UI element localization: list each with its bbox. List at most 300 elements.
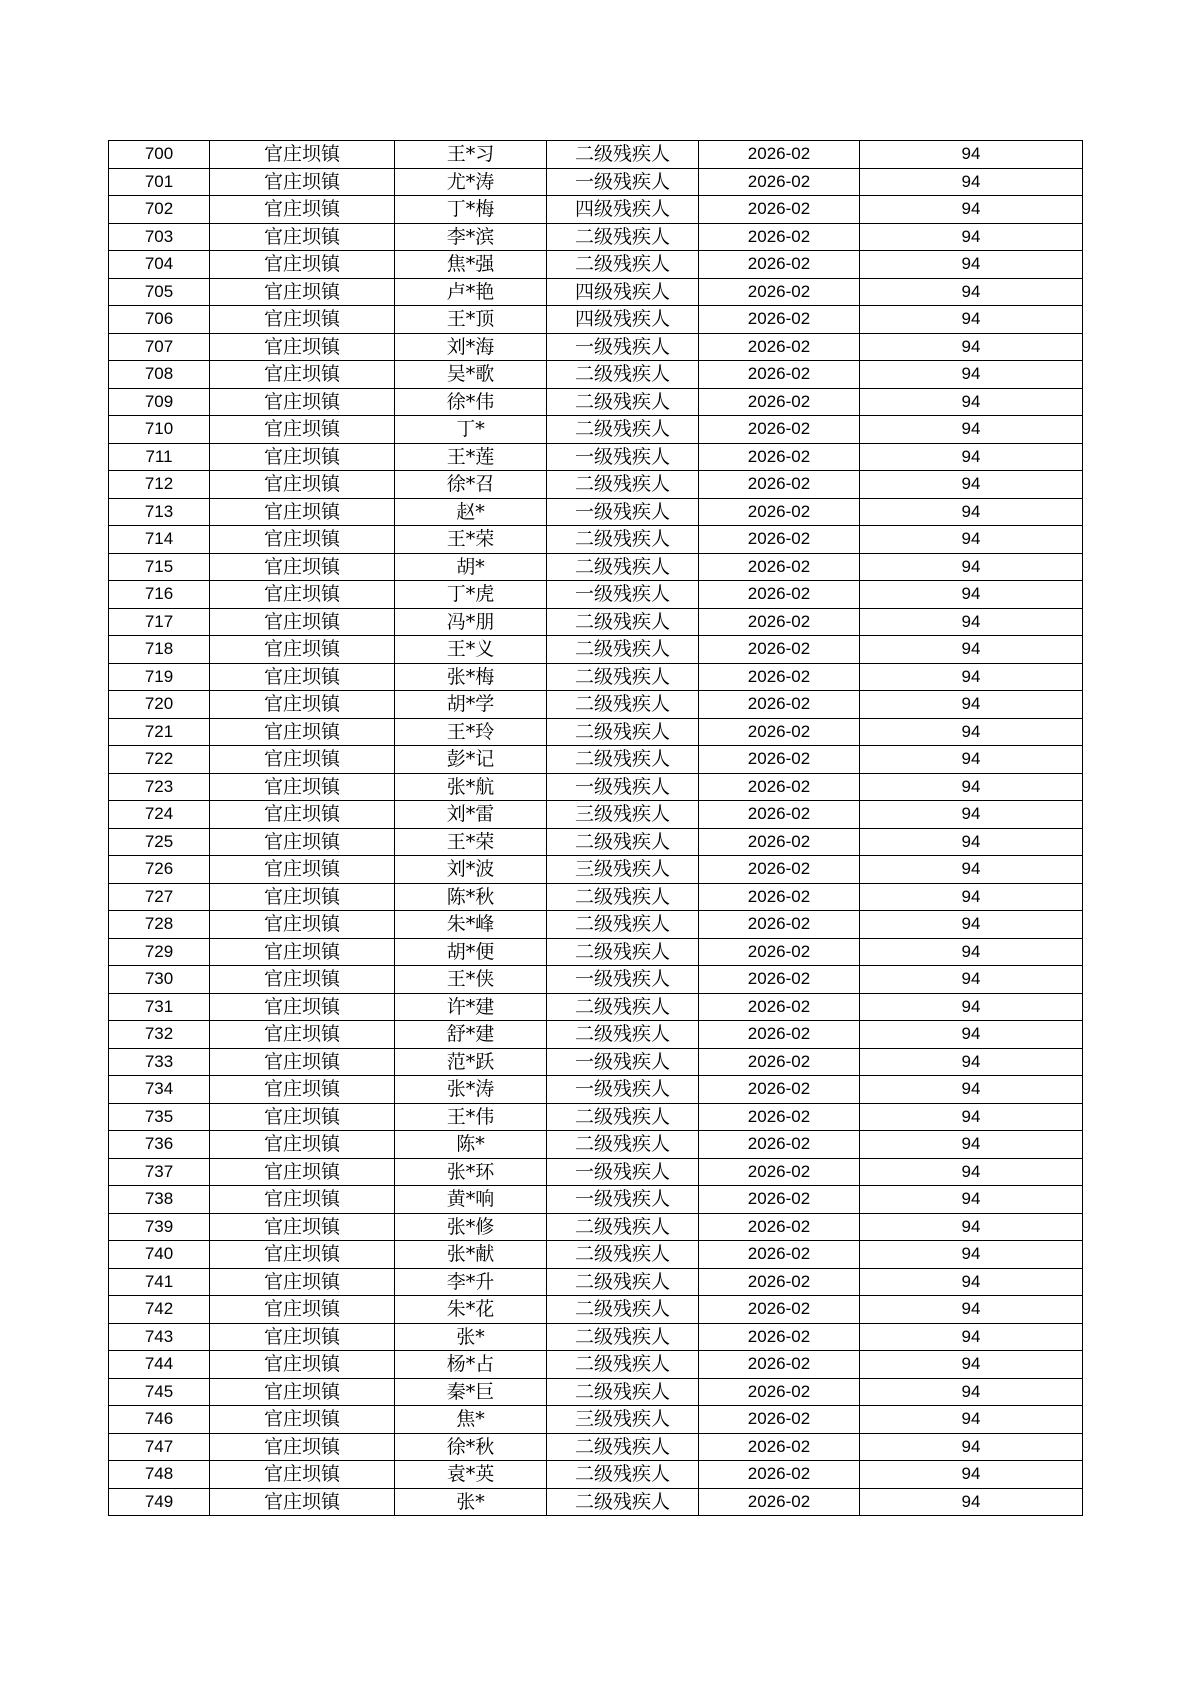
name-cell: 吴*歌: [395, 361, 547, 389]
row-number-cell: 747: [109, 1433, 210, 1461]
disability-level-cell: 一级残疾人: [547, 333, 699, 361]
town-cell: 官庄坝镇: [210, 1433, 395, 1461]
row-number-cell: 725: [109, 828, 210, 856]
name-cell: 王*伟: [395, 1103, 547, 1131]
row-number-cell: 702: [109, 196, 210, 224]
name-cell: 胡*便: [395, 938, 547, 966]
disability-level-cell: 二级残疾人: [547, 471, 699, 499]
town-cell: 官庄坝镇: [210, 828, 395, 856]
month-cell: 2026-02: [699, 498, 860, 526]
month-cell: 2026-02: [699, 416, 860, 444]
name-cell: 李*升: [395, 1268, 547, 1296]
row-number-cell: 737: [109, 1158, 210, 1186]
town-cell: 官庄坝镇: [210, 306, 395, 334]
name-cell: 焦*强: [395, 251, 547, 279]
row-number-cell: 710: [109, 416, 210, 444]
table-row: [109, 443, 1083, 471]
month-cell: 2026-02: [699, 773, 860, 801]
town-cell: 官庄坝镇: [210, 746, 395, 774]
disability-level-cell: 一级残疾人: [547, 1076, 699, 1104]
row-number-cell: 713: [109, 498, 210, 526]
disability-level-cell: 二级残疾人: [547, 1213, 699, 1241]
amount-cell: 94: [860, 471, 1083, 499]
row-number-cell: 705: [109, 278, 210, 306]
row-number-cell: 714: [109, 526, 210, 554]
name-cell: 冯*朋: [395, 608, 547, 636]
table-row: [109, 251, 1083, 279]
row-number-cell: 720: [109, 691, 210, 719]
name-cell: 胡*: [395, 553, 547, 581]
amount-cell: 94: [860, 938, 1083, 966]
table-row: [109, 746, 1083, 774]
amount-cell: 94: [860, 1433, 1083, 1461]
disability-level-cell: 二级残疾人: [547, 1131, 699, 1159]
month-cell: 2026-02: [699, 1131, 860, 1159]
name-cell: 秦*巨: [395, 1378, 547, 1406]
month-cell: 2026-02: [699, 361, 860, 389]
disability-level-cell: 三级残疾人: [547, 801, 699, 829]
amount-cell: 94: [860, 663, 1083, 691]
month-cell: 2026-02: [699, 1048, 860, 1076]
disability-level-cell: 二级残疾人: [547, 1268, 699, 1296]
table-row: [109, 718, 1083, 746]
amount-cell: 94: [860, 1103, 1083, 1131]
month-cell: 2026-02: [699, 251, 860, 279]
town-cell: 官庄坝镇: [210, 1103, 395, 1131]
month-cell: 2026-02: [699, 526, 860, 554]
town-cell: 官庄坝镇: [210, 856, 395, 884]
table-row: [109, 1433, 1083, 1461]
month-cell: 2026-02: [699, 1488, 860, 1516]
disability-level-cell: 二级残疾人: [547, 993, 699, 1021]
town-cell: 官庄坝镇: [210, 1488, 395, 1516]
town-cell: 官庄坝镇: [210, 1021, 395, 1049]
month-cell: 2026-02: [699, 196, 860, 224]
disability-level-cell: 二级残疾人: [547, 388, 699, 416]
table-row: [109, 306, 1083, 334]
name-cell: 许*建: [395, 993, 547, 1021]
month-cell: 2026-02: [699, 938, 860, 966]
table-row: [109, 168, 1083, 196]
row-number-cell: 730: [109, 966, 210, 994]
amount-cell: 94: [860, 966, 1083, 994]
month-cell: 2026-02: [699, 1158, 860, 1186]
table-row: [109, 1213, 1083, 1241]
row-number-cell: 729: [109, 938, 210, 966]
town-cell: 官庄坝镇: [210, 801, 395, 829]
amount-cell: 94: [860, 856, 1083, 884]
amount-cell: 94: [860, 223, 1083, 251]
row-number-cell: 717: [109, 608, 210, 636]
name-cell: 赵*: [395, 498, 547, 526]
row-number-cell: 728: [109, 911, 210, 939]
month-cell: 2026-02: [699, 1433, 860, 1461]
disability-level-cell: 一级残疾人: [547, 1186, 699, 1214]
month-cell: 2026-02: [699, 306, 860, 334]
table-row: [109, 1488, 1083, 1516]
month-cell: 2026-02: [699, 1296, 860, 1324]
disability-level-cell: 二级残疾人: [547, 526, 699, 554]
row-number-cell: 718: [109, 636, 210, 664]
table-row: [109, 526, 1083, 554]
row-number-cell: 701: [109, 168, 210, 196]
row-number-cell: 743: [109, 1323, 210, 1351]
amount-cell: 94: [860, 553, 1083, 581]
disability-level-cell: 二级残疾人: [547, 223, 699, 251]
name-cell: 丁*: [395, 416, 547, 444]
name-cell: 王*莲: [395, 443, 547, 471]
table-row: [109, 1131, 1083, 1159]
table-row: [109, 471, 1083, 499]
month-cell: 2026-02: [699, 608, 860, 636]
name-cell: 徐*伟: [395, 388, 547, 416]
amount-cell: 94: [860, 1378, 1083, 1406]
town-cell: 官庄坝镇: [210, 883, 395, 911]
month-cell: 2026-02: [699, 993, 860, 1021]
month-cell: 2026-02: [699, 718, 860, 746]
name-cell: 王*习: [395, 141, 547, 169]
row-number-cell: 703: [109, 223, 210, 251]
amount-cell: 94: [860, 278, 1083, 306]
name-cell: 王*顶: [395, 306, 547, 334]
month-cell: 2026-02: [699, 1241, 860, 1269]
disability-level-cell: 二级残疾人: [547, 911, 699, 939]
name-cell: 张*修: [395, 1213, 547, 1241]
town-cell: 官庄坝镇: [210, 223, 395, 251]
name-cell: 王*荣: [395, 828, 547, 856]
town-cell: 官庄坝镇: [210, 966, 395, 994]
table-row: [109, 1103, 1083, 1131]
amount-cell: 94: [860, 1048, 1083, 1076]
disability-level-cell: 二级残疾人: [547, 938, 699, 966]
table-row: [109, 801, 1083, 829]
town-cell: 官庄坝镇: [210, 1268, 395, 1296]
town-cell: 官庄坝镇: [210, 1351, 395, 1379]
row-number-cell: 734: [109, 1076, 210, 1104]
town-cell: 官庄坝镇: [210, 911, 395, 939]
table-row: [109, 223, 1083, 251]
row-number-cell: 721: [109, 718, 210, 746]
row-number-cell: 719: [109, 663, 210, 691]
table-row: [109, 966, 1083, 994]
table-row: [109, 1076, 1083, 1104]
amount-cell: 94: [860, 1241, 1083, 1269]
name-cell: 徐*秋: [395, 1433, 547, 1461]
disability-level-cell: 一级残疾人: [547, 966, 699, 994]
name-cell: 刘*雷: [395, 801, 547, 829]
row-number-cell: 715: [109, 553, 210, 581]
row-number-cell: 716: [109, 581, 210, 609]
month-cell: 2026-02: [699, 746, 860, 774]
month-cell: 2026-02: [699, 801, 860, 829]
disability-level-cell: 三级残疾人: [547, 1406, 699, 1434]
disability-level-cell: 一级残疾人: [547, 498, 699, 526]
disability-level-cell: 二级残疾人: [547, 1103, 699, 1131]
town-cell: 官庄坝镇: [210, 1076, 395, 1104]
table-row: [109, 911, 1083, 939]
town-cell: 官庄坝镇: [210, 141, 395, 169]
disability-level-cell: 一级残疾人: [547, 1158, 699, 1186]
table-row: [109, 361, 1083, 389]
name-cell: 张*: [395, 1488, 547, 1516]
row-number-cell: 744: [109, 1351, 210, 1379]
table-row: [109, 388, 1083, 416]
month-cell: 2026-02: [699, 141, 860, 169]
disability-level-cell: 二级残疾人: [547, 416, 699, 444]
town-cell: 官庄坝镇: [210, 1296, 395, 1324]
amount-cell: 94: [860, 388, 1083, 416]
table-row: [109, 1296, 1083, 1324]
amount-cell: 94: [860, 993, 1083, 1021]
disability-level-cell: 二级残疾人: [547, 1241, 699, 1269]
disability-level-cell: 二级残疾人: [547, 1296, 699, 1324]
table-row: [109, 1158, 1083, 1186]
name-cell: 张*献: [395, 1241, 547, 1269]
amount-cell: 94: [860, 636, 1083, 664]
row-number-cell: 739: [109, 1213, 210, 1241]
month-cell: 2026-02: [699, 1213, 860, 1241]
town-cell: 官庄坝镇: [210, 1378, 395, 1406]
town-cell: 官庄坝镇: [210, 168, 395, 196]
name-cell: 王*侠: [395, 966, 547, 994]
table-row: [109, 856, 1083, 884]
month-cell: 2026-02: [699, 1406, 860, 1434]
disability-level-cell: 二级残疾人: [547, 608, 699, 636]
month-cell: 2026-02: [699, 883, 860, 911]
disability-level-cell: 三级残疾人: [547, 856, 699, 884]
amount-cell: 94: [860, 1461, 1083, 1489]
name-cell: 范*跃: [395, 1048, 547, 1076]
town-cell: 官庄坝镇: [210, 553, 395, 581]
town-cell: 官庄坝镇: [210, 663, 395, 691]
town-cell: 官庄坝镇: [210, 526, 395, 554]
disability-level-cell: 二级残疾人: [547, 251, 699, 279]
table-row: [109, 691, 1083, 719]
name-cell: 王*义: [395, 636, 547, 664]
amount-cell: 94: [860, 883, 1083, 911]
name-cell: 张*涛: [395, 1076, 547, 1104]
amount-cell: 94: [860, 168, 1083, 196]
month-cell: 2026-02: [699, 1378, 860, 1406]
amount-cell: 94: [860, 306, 1083, 334]
table-row: [109, 636, 1083, 664]
name-cell: 胡*学: [395, 691, 547, 719]
table-row: [109, 1378, 1083, 1406]
amount-cell: 94: [860, 333, 1083, 361]
amount-cell: 94: [860, 1158, 1083, 1186]
amount-cell: 94: [860, 196, 1083, 224]
disability-level-cell: 四级残疾人: [547, 306, 699, 334]
table-row: [109, 1351, 1083, 1379]
name-cell: 刘*海: [395, 333, 547, 361]
row-number-cell: 749: [109, 1488, 210, 1516]
amount-cell: 94: [860, 1186, 1083, 1214]
name-cell: 焦*: [395, 1406, 547, 1434]
table-row: [109, 993, 1083, 1021]
table-row: [109, 498, 1083, 526]
disability-level-cell: 二级残疾人: [547, 636, 699, 664]
table-row: [109, 828, 1083, 856]
table-row: [109, 1268, 1083, 1296]
month-cell: 2026-02: [699, 388, 860, 416]
disability-level-cell: 一级残疾人: [547, 443, 699, 471]
disability-level-cell: 四级残疾人: [547, 278, 699, 306]
table-row: [109, 938, 1083, 966]
row-number-cell: 726: [109, 856, 210, 884]
row-number-cell: 731: [109, 993, 210, 1021]
name-cell: 李*滨: [395, 223, 547, 251]
row-number-cell: 745: [109, 1378, 210, 1406]
row-number-cell: 711: [109, 443, 210, 471]
month-cell: 2026-02: [699, 1076, 860, 1104]
amount-cell: 94: [860, 1406, 1083, 1434]
town-cell: 官庄坝镇: [210, 1048, 395, 1076]
town-cell: 官庄坝镇: [210, 471, 395, 499]
town-cell: 官庄坝镇: [210, 608, 395, 636]
name-cell: 张*环: [395, 1158, 547, 1186]
amount-cell: 94: [860, 691, 1083, 719]
table-row: [109, 663, 1083, 691]
amount-cell: 94: [860, 1296, 1083, 1324]
town-cell: 官庄坝镇: [210, 1158, 395, 1186]
disability-level-cell: 二级残疾人: [547, 1351, 699, 1379]
row-number-cell: 704: [109, 251, 210, 279]
amount-cell: 94: [860, 416, 1083, 444]
disability-level-cell: 二级残疾人: [547, 141, 699, 169]
disability-level-cell: 二级残疾人: [547, 663, 699, 691]
town-cell: 官庄坝镇: [210, 1406, 395, 1434]
month-cell: 2026-02: [699, 1103, 860, 1131]
amount-cell: 94: [860, 1351, 1083, 1379]
month-cell: 2026-02: [699, 663, 860, 691]
row-number-cell: 736: [109, 1131, 210, 1159]
table-body: [109, 141, 1083, 1516]
amount-cell: 94: [860, 608, 1083, 636]
town-cell: 官庄坝镇: [210, 361, 395, 389]
amount-cell: 94: [860, 1076, 1083, 1104]
table-row: [109, 1323, 1083, 1351]
row-number-cell: 724: [109, 801, 210, 829]
town-cell: 官庄坝镇: [210, 1213, 395, 1241]
amount-cell: 94: [860, 1021, 1083, 1049]
row-number-cell: 723: [109, 773, 210, 801]
row-number-cell: 712: [109, 471, 210, 499]
row-number-cell: 738: [109, 1186, 210, 1214]
table-row: [109, 196, 1083, 224]
table-row: [109, 333, 1083, 361]
disability-level-cell: 二级残疾人: [547, 553, 699, 581]
disability-level-cell: 二级残疾人: [547, 1323, 699, 1351]
month-cell: 2026-02: [699, 278, 860, 306]
town-cell: 官庄坝镇: [210, 443, 395, 471]
amount-cell: 94: [860, 498, 1083, 526]
disability-level-cell: 二级残疾人: [547, 1433, 699, 1461]
disability-level-cell: 二级残疾人: [547, 361, 699, 389]
month-cell: 2026-02: [699, 828, 860, 856]
name-cell: 袁*英: [395, 1461, 547, 1489]
town-cell: 官庄坝镇: [210, 196, 395, 224]
town-cell: 官庄坝镇: [210, 278, 395, 306]
table-row: [109, 141, 1083, 169]
row-number-cell: 709: [109, 388, 210, 416]
name-cell: 朱*峰: [395, 911, 547, 939]
amount-cell: 94: [860, 801, 1083, 829]
row-number-cell: 707: [109, 333, 210, 361]
row-number-cell: 727: [109, 883, 210, 911]
town-cell: 官庄坝镇: [210, 1241, 395, 1269]
disability-level-cell: 一级残疾人: [547, 581, 699, 609]
name-cell: 张*梅: [395, 663, 547, 691]
disability-level-cell: 一级残疾人: [547, 773, 699, 801]
row-number-cell: 741: [109, 1268, 210, 1296]
month-cell: 2026-02: [699, 1268, 860, 1296]
town-cell: 官庄坝镇: [210, 388, 395, 416]
disability-level-cell: 二级残疾人: [547, 1461, 699, 1489]
table-row: [109, 1461, 1083, 1489]
month-cell: 2026-02: [699, 168, 860, 196]
month-cell: 2026-02: [699, 553, 860, 581]
town-cell: 官庄坝镇: [210, 1461, 395, 1489]
row-number-cell: 708: [109, 361, 210, 389]
amount-cell: 94: [860, 443, 1083, 471]
name-cell: 丁*虎: [395, 581, 547, 609]
row-number-cell: 732: [109, 1021, 210, 1049]
month-cell: 2026-02: [699, 471, 860, 499]
month-cell: 2026-02: [699, 1186, 860, 1214]
table-row: [109, 1048, 1083, 1076]
town-cell: 官庄坝镇: [210, 1186, 395, 1214]
table-row: [109, 553, 1083, 581]
town-cell: 官庄坝镇: [210, 498, 395, 526]
amount-cell: 94: [860, 1323, 1083, 1351]
month-cell: 2026-02: [699, 1351, 860, 1379]
table-row: [109, 1021, 1083, 1049]
town-cell: 官庄坝镇: [210, 1323, 395, 1351]
month-cell: 2026-02: [699, 636, 860, 664]
town-cell: 官庄坝镇: [210, 636, 395, 664]
amount-cell: 94: [860, 718, 1083, 746]
town-cell: 官庄坝镇: [210, 691, 395, 719]
name-cell: 刘*波: [395, 856, 547, 884]
name-cell: 卢*艳: [395, 278, 547, 306]
name-cell: 彭*记: [395, 746, 547, 774]
month-cell: 2026-02: [699, 1461, 860, 1489]
disability-level-cell: 二级残疾人: [547, 1021, 699, 1049]
month-cell: 2026-02: [699, 581, 860, 609]
name-cell: 黄*响: [395, 1186, 547, 1214]
table-row: [109, 1241, 1083, 1269]
town-cell: 官庄坝镇: [210, 1131, 395, 1159]
name-cell: 杨*占: [395, 1351, 547, 1379]
month-cell: 2026-02: [699, 856, 860, 884]
name-cell: 王*玲: [395, 718, 547, 746]
month-cell: 2026-02: [699, 911, 860, 939]
name-cell: 张*航: [395, 773, 547, 801]
amount-cell: 94: [860, 911, 1083, 939]
disability-level-cell: 二级残疾人: [547, 746, 699, 774]
month-cell: 2026-02: [699, 966, 860, 994]
name-cell: 徐*召: [395, 471, 547, 499]
disability-level-cell: 二级残疾人: [547, 1378, 699, 1406]
row-number-cell: 735: [109, 1103, 210, 1131]
month-cell: 2026-02: [699, 1021, 860, 1049]
amount-cell: 94: [860, 1488, 1083, 1516]
row-number-cell: 748: [109, 1461, 210, 1489]
amount-cell: 94: [860, 251, 1083, 279]
disability-level-cell: 四级残疾人: [547, 196, 699, 224]
table-row: [109, 278, 1083, 306]
amount-cell: 94: [860, 828, 1083, 856]
